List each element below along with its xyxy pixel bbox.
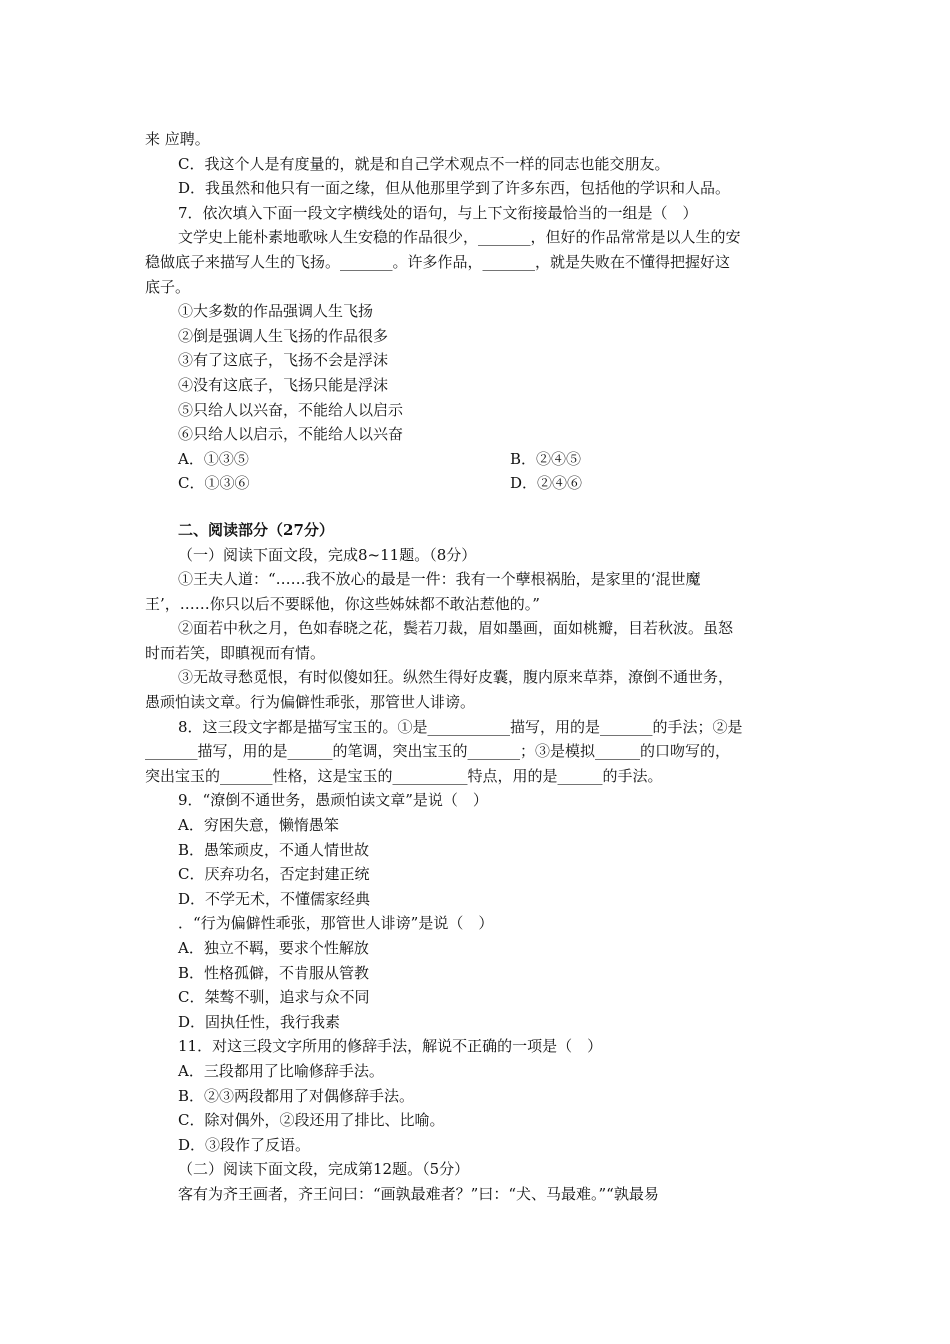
q10-option: C．桀骜不驯，追求与众不同 [178, 988, 370, 1007]
question-11-stem: 11．对这三段文字所用的修辞手法，解说不正确的一项是（ ） [178, 1037, 603, 1056]
q11-option: D．③段作了反语。 [178, 1135, 311, 1154]
q10-option: B．性格孤僻，不肯服从管教 [178, 963, 370, 982]
q7-item: ⑥只给人以启示，不能给人以兴奋 [178, 425, 404, 444]
q11-option: C．除对偶外，②段还用了排比、比喻。 [178, 1111, 445, 1130]
passage-line: 王’，……你只以后不要睬他，你这些姊妹都不敢沾惹他的。” [145, 594, 540, 613]
part-1-intro: （一）阅读下面文段，完成8~11题。（8分） [178, 545, 477, 564]
question-10-stem: ．“行为偏僻性乖张，那管世人诽谤”是说（ ） [178, 914, 494, 933]
q9-option: B．愚笨顽皮，不通人情世故 [178, 840, 370, 859]
section-2-heading: 二、阅读部分（27分） [178, 520, 334, 539]
part-2-intro: （二）阅读下面文段，完成第12题。（5分） [178, 1160, 470, 1179]
q7-item: ⑤只给人以兴奋，不能给人以启示 [178, 400, 404, 419]
passage-line: 愚顽怕读文章。行为偏僻性乖张，那管世人诽谤。 [145, 693, 476, 712]
question-8-line: 8．这三段文字都是描写宝玉的。①是___________描写，用的是_______的手法；②是 [178, 717, 743, 736]
q9-option: A．穷困失意，懒惰愚笨 [178, 816, 339, 835]
option-d-line: D．我虽然和他只有一面之缘，但从他那里学到了许多东西，包括他的学识和人品。 [178, 179, 731, 198]
q7-item: ③有了这底子，飞扬不会是浮沫 [178, 351, 389, 370]
q11-option: B．②③两段都用了对偶修辞手法。 [178, 1086, 415, 1105]
question-9-stem: 9．“潦倒不通世务，愚顽怕读文章”是说（ ） [178, 791, 488, 810]
question-7-stem: 7．依次填入下面一段文字横线处的语句，与上下文衔接最恰当的一组是（ ） [178, 203, 698, 222]
q7-options-row [145, 447, 810, 472]
q7-item: ①大多数的作品强调人生飞扬 [178, 302, 374, 321]
question-8-line: _______描写，用的是______的笔调，突出宝玉的_______；③是模拟______的口吻写的， [145, 742, 731, 761]
passage-line: ①王夫人道：“……我不放心的最是一件：我有一个孽根祸胎，是家里的‘混世魔 [178, 570, 701, 589]
passage-line: ③无故寻愁觅恨，有时似傻如狂。纵然生得好皮囊，腹内原来草莽，潦倒不通世务， [178, 668, 734, 687]
q9-option: C．厌弃功名，否定封建正统 [178, 865, 370, 884]
q7-item: ②倒是强调人生飞扬的作品很多 [178, 326, 389, 345]
q7-option-d: D．②④⑥ [510, 474, 583, 493]
q10-option: A．独立不羁，要求个性解放 [178, 939, 369, 957]
exam-page [145, 127, 810, 1207]
question-8-line: 突出宝玉的_______性格，这是宝玉的__________特点，用的是______的手法。 [145, 766, 663, 785]
passage-line: ②面若中秋之月，色如春晓之花，鬓若刀裁，眉如墨画，面如桃瓣，目若秋波。虽怒 [178, 619, 734, 638]
q7-option-a: A．①③⑤ [178, 449, 249, 468]
q7-passage-line: 稳做底子来描写人生的飞扬。_______。许多作品，_______，就是失败在不懂得把握好这 [145, 252, 731, 271]
q7-item: ④没有这底子，飞扬只能是浮沫 [178, 375, 389, 394]
q10-option: D．固执任性，我行我素 [178, 1012, 341, 1031]
passage-line: 客有为齐王画者，齐王问曰：“画孰最难者？”曰：“犬、马最难。”“孰最易 [178, 1184, 659, 1203]
q9-option: D．不学无术，不懂儒家经典 [178, 889, 371, 908]
q7-option-b: B．②④⑤ [510, 449, 582, 468]
passage-line: 时而若笑，即瞋视而有情。 [145, 643, 326, 662]
q7-passage-line: 文学史上能朴素地歌咏人生安稳的作品很少，_______，但好的作品常常是以人生的安 [178, 228, 741, 247]
q7-options-row [145, 471, 810, 496]
q7-option-c: C．①③⑥ [178, 474, 250, 493]
option-c-line: C．我这个人是有度量的，就是和自己学术观点不一样的同志也能交朋友。 [178, 154, 670, 173]
q11-option: A．三段都用了比喻修辞手法。 [178, 1061, 384, 1080]
text-line: 来 应聘。 [145, 130, 210, 148]
section-gap [145, 496, 810, 518]
q7-passage-line: 底子。 [145, 277, 191, 296]
